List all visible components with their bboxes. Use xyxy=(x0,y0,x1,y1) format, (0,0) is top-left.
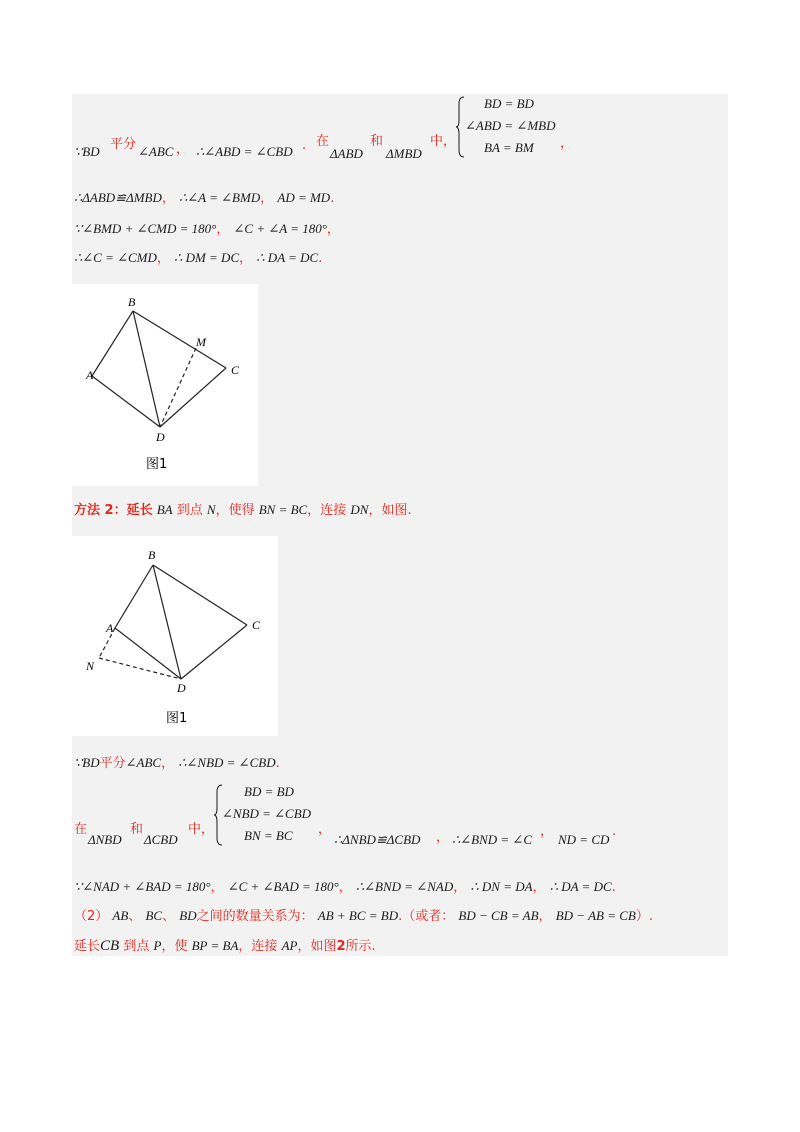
point-p: P xyxy=(153,938,162,953)
label-b: B xyxy=(148,548,156,562)
zhong-word: 中， xyxy=(188,822,215,837)
label-a: A xyxy=(86,368,94,382)
system-eq-1: BD = BD xyxy=(484,96,534,111)
relation: AB + BC = BD xyxy=(317,908,399,923)
zai-word: 在 xyxy=(74,822,88,837)
comma: ， xyxy=(216,222,230,237)
angle-conclusion: ∴∠C = ∠CMD xyxy=(74,250,157,265)
comma: ， xyxy=(239,251,253,266)
to-point: 到点 xyxy=(176,503,203,518)
he-word: 和 xyxy=(370,134,384,149)
make-text: ，使 xyxy=(161,939,188,954)
triangle-abd: ΔABD xyxy=(330,146,363,161)
label-d: D xyxy=(177,681,186,695)
period: . xyxy=(318,251,323,266)
angle-sum-2: ∠C + ∠A = 180° xyxy=(233,221,327,236)
part-2-answer xyxy=(74,908,653,925)
segment-bc: BC xyxy=(145,908,163,923)
alt-relation-1: BD − CB = AB xyxy=(458,908,539,923)
angle-equality: ∴∠A = ∠BMD xyxy=(179,190,261,205)
triangle-mbd: ΔMBD xyxy=(386,146,422,161)
comma: ， xyxy=(318,822,332,837)
system-eq-1: BD = BD xyxy=(244,784,294,799)
comma: ， xyxy=(338,880,352,895)
extend-word: 延长 xyxy=(74,939,101,954)
figure-1 xyxy=(72,284,258,486)
comma: ， xyxy=(532,880,546,895)
period: . xyxy=(330,191,335,206)
da-dc: ∴ DA = DC xyxy=(549,879,612,894)
congruence: ∴ΔABD≌ΔMBD xyxy=(74,190,162,205)
dm-dc: ∴ DM = DC xyxy=(174,250,240,265)
proof-line-3 xyxy=(74,221,340,238)
segment-bd: BD xyxy=(179,908,197,923)
to-point: 到点 xyxy=(123,939,150,954)
comma: ， xyxy=(161,756,175,771)
alt-suffix: ）. xyxy=(635,909,653,924)
comma: ， xyxy=(176,142,190,157)
bn-bc: BN = BC xyxy=(258,502,308,517)
comma: ， xyxy=(560,136,574,151)
comma: ， xyxy=(538,909,552,924)
angle-sum-2: ∠C + ∠BAD = 180° xyxy=(227,879,339,894)
period: . xyxy=(611,880,616,895)
period: . xyxy=(275,756,280,771)
period: . xyxy=(612,824,617,839)
bisect-word: 平分 xyxy=(99,756,126,771)
label-c: C xyxy=(231,363,240,377)
point-n: N xyxy=(206,502,216,517)
relation-text: 之间的数量关系为： xyxy=(196,909,314,924)
comma: ， xyxy=(326,222,340,237)
segment-bd: BD xyxy=(82,144,100,159)
nd-cd: ND = CD xyxy=(558,832,610,847)
system-eq-3: BA = BM xyxy=(484,140,534,155)
congruence: ∴ΔNBD≌ΔCBD xyxy=(334,832,421,847)
system-eq-2: ∠ABD = ∠MBD xyxy=(465,118,556,133)
connect-text: ，连接 xyxy=(238,939,278,954)
triangle-nbd: ΔNBD xyxy=(88,832,122,847)
label-b: B xyxy=(128,295,136,309)
part-number: （2） xyxy=(74,909,109,924)
separator: 、 xyxy=(162,909,176,924)
because-symbol: ∵ xyxy=(74,144,83,159)
figure-1-drawing xyxy=(72,284,258,486)
comma: ， xyxy=(540,824,554,839)
proof-line-2 xyxy=(74,190,334,207)
segment-ba: BA xyxy=(156,502,173,517)
label-m: M xyxy=(196,335,206,349)
comma: ， xyxy=(453,880,467,895)
triangle-cbd: ΔCBD xyxy=(144,832,178,847)
system-eq-2: ∠NBD = ∠CBD xyxy=(222,806,312,821)
angle-equality: ∴∠ABD = ∠CBD xyxy=(196,144,293,159)
figure-caption: 图1 xyxy=(166,711,188,726)
zai-word: 在 xyxy=(316,134,330,149)
label-d: D xyxy=(156,430,165,444)
angle-sum-1: ∵∠NAD + ∠BAD = 180° xyxy=(74,879,211,894)
comma: ， xyxy=(210,880,224,895)
period: . xyxy=(302,138,307,153)
comma: ， xyxy=(161,191,175,206)
suffix-text: ，如图. xyxy=(368,503,412,518)
side-equality: AD = MD xyxy=(277,190,331,205)
figure-2-drawing xyxy=(72,536,278,736)
make-text: ，使得 xyxy=(215,503,255,518)
label-n: N xyxy=(86,659,95,673)
segment-ab: AB xyxy=(112,908,129,923)
angle-sum-1: ∵∠BMD + ∠CMD = 180° xyxy=(74,221,217,236)
bp-ba: BP = BA xyxy=(191,938,239,953)
part-2-construction xyxy=(74,938,376,955)
figure-number: 2 xyxy=(336,939,346,954)
label-a: A xyxy=(106,621,114,635)
connect-text: ，连接 xyxy=(307,503,347,518)
figure-caption: 图1 xyxy=(146,457,168,472)
proof-line-6 xyxy=(74,879,616,896)
he-word: 和 xyxy=(130,822,144,837)
segment-cb: CB xyxy=(100,938,120,954)
segment-ap: AP xyxy=(281,938,298,953)
dn-da: ∴ DN = DA xyxy=(470,879,533,894)
comma: ， xyxy=(436,830,450,845)
comma: ， xyxy=(156,251,170,266)
zhong-word: 中， xyxy=(430,134,457,149)
angle-equality: ∴∠NBD = ∠CBD xyxy=(178,755,276,770)
comma: ， xyxy=(260,191,274,206)
proof-line-5 xyxy=(74,755,280,772)
method-2-line xyxy=(74,502,412,519)
segment-dn: DN xyxy=(350,502,369,517)
segment-bd: BD xyxy=(82,755,100,770)
bisect-word: 平分 xyxy=(110,137,137,152)
system-eq-3: BN = BC xyxy=(244,828,293,843)
end-text: 所示. xyxy=(345,939,376,954)
proof-line-1 xyxy=(74,144,100,161)
angle-abc: ∠ABC xyxy=(138,144,174,159)
proof-line-4 xyxy=(74,250,322,267)
suffix-text: ，如图 xyxy=(297,939,337,954)
angle-equality: ∴∠BND = ∠C xyxy=(452,832,532,847)
alt-relation-2: BD − AB = CB xyxy=(555,908,636,923)
alt-prefix: .（或者： xyxy=(398,909,455,924)
method-2-prefix: 方法 2：延长 xyxy=(74,503,153,518)
label-c: C xyxy=(252,618,261,632)
separator: 、 xyxy=(128,909,142,924)
angle-bnd-nad: ∴∠BND = ∠NAD xyxy=(355,879,454,894)
da-dc: ∴ DA = DC xyxy=(256,250,319,265)
figure-2 xyxy=(72,536,278,736)
angle-abc: ∠ABC xyxy=(125,755,162,770)
because-symbol: ∵ xyxy=(74,755,83,770)
